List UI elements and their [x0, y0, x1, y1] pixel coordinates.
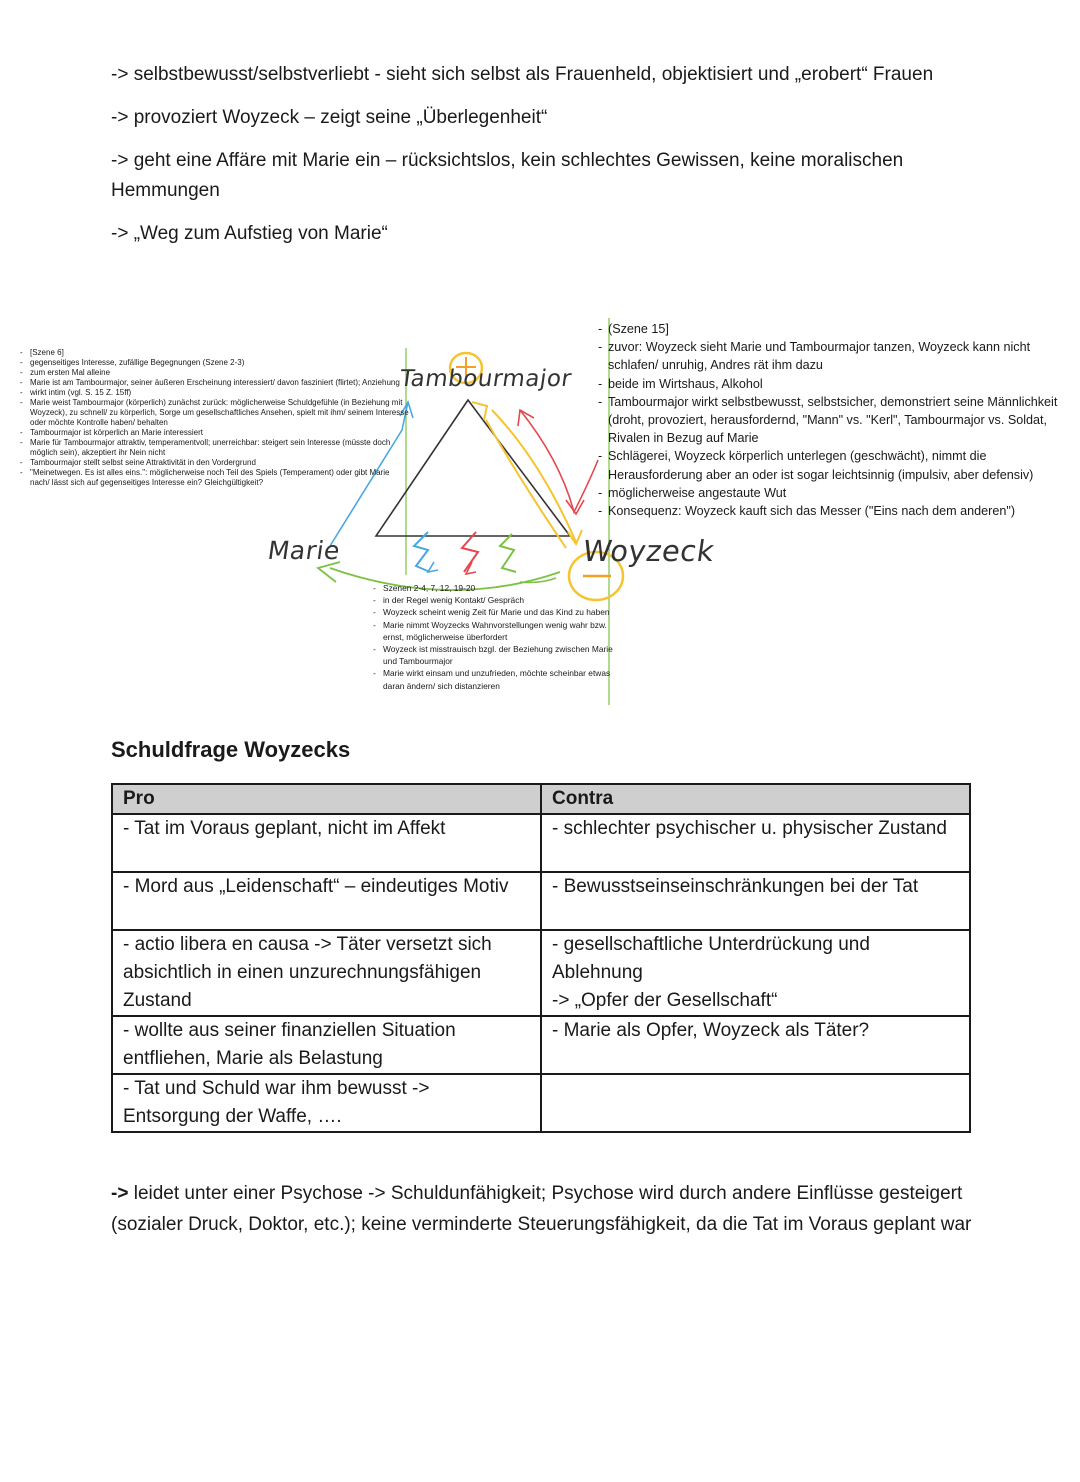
table-header-row: [112, 784, 970, 814]
pro-cell: - wollte aus seiner finanziellen Situation entfliehen, Marie als Belastung: [112, 1016, 541, 1074]
conclusion-body: leidet unter einer Psychose -> Schuldunfähigkeit; Psychose wird durch andere Einflüsse gesteigert (sozialer Druck, Doktor, etc.); keine verminderte Steuerungsfähigkeit, da die Tat im Voraus geplant war: [111, 1183, 972, 1235]
list-item: - Marie nimmt Woyzecks Wahnvorstellungen wenig wahr bzw. ernst, möglicherweise überfordert: [373, 619, 613, 643]
list-item: - wirkt intim (vgl. S. 15 Z. 15ff): [20, 388, 410, 398]
list-item: - gegenseitiges Interesse, zufällige Begegnungen (Szene 2-3): [20, 358, 410, 368]
notes-marie-tambourmajor: [20, 348, 410, 488]
relationship-diagram: [0, 310, 1080, 715]
pro-cell: - Mord aus „Leidenschaft“ – eindeutiges Motiv: [112, 872, 541, 930]
list-item: - "Meinetwegen. Es ist alles eins.": möglicherweise noch Teil des Spiels (Temperament) oder gibt Marie nach/ lässt sich auf gegenseitiges Interesse ein? Gleichgültigkeit?: [20, 468, 410, 488]
notes-marie-woyzeck: [373, 582, 613, 692]
list-item: - Tambourmajor wirkt selbstbewusst, selbstsicher, demonstriert seine Männlichkeit (droht, provoziert, herausfordernd, "Mann" vs. "Kerl", Tambourmajor vs. Soldat, Rivalen in Bezug auf Marie: [598, 393, 1068, 448]
contra-cell: - schlechter psychischer u. physischer Zustand: [541, 814, 970, 872]
table-row: [112, 872, 970, 930]
list-item: - möglicherweise angestaute Wut: [598, 484, 1068, 502]
list-item: - zuvor: Woyzeck sieht Marie und Tambourmajor tanzen, Woyzeck kann nicht schlafen/ unruhig, Andres rät ihm dazu: [598, 338, 1068, 374]
yellow-arrow-tambourmajor-woyzeck: [486, 420, 566, 548]
header-contra: Contra: [541, 784, 970, 814]
table-row: [112, 814, 970, 872]
contra-cell: [541, 1074, 970, 1132]
list-item: - Tambourmajor ist körperlich an Marie interessiert: [20, 428, 410, 438]
list-item: - Marie ist am Tambourmajor, seiner äußeren Erscheinung interessiert/ davon fasziniert (flirtet); Anziehung: [20, 378, 410, 388]
list-item: - [Szene 6]: [20, 348, 410, 358]
list-item: - Marie für Tambourmajor attraktiv, temperamentvoll; unerreichbar: steigert sein Interesse (müsste doch möglich sein), akzeptiert ihr Nein nicht: [20, 438, 410, 458]
section-title: Schuldfrage Woyzecks: [111, 737, 351, 762]
pro-cell: - Tat im Voraus geplant, nicht im Affekt: [112, 814, 541, 872]
list-item: - Woyzeck scheint wenig Zeit für Marie und das Kind zu haben: [373, 606, 613, 618]
intro-line-3: -> geht eine Affäre mit Marie ein – rücksichtslos, kein schlechtes Gewissen, keine moralischen Hemmungen: [111, 150, 904, 201]
intro-line-2: -> provoziert Woyzeck – zeigt seine „Überlegenheit“: [111, 107, 548, 128]
contra-cell: - Marie als Opfer, Woyzeck als Täter?: [541, 1016, 970, 1074]
table-row: [112, 930, 970, 1016]
list-item: - beide im Wirtshaus, Alkohol: [598, 375, 1068, 393]
label-woyzeck: Woyzeck: [580, 534, 717, 568]
table-row: [112, 1074, 970, 1132]
list-item: - Woyzeck ist misstrauisch bzgl. der Beziehung zwischen Marie und Tambourmajor: [373, 643, 613, 667]
label-marie: Marie: [265, 536, 343, 565]
list-item: - Marie wirkt einsam und unzufrieden, möchte scheinbar etwas daran ändern/ sich distanzieren: [373, 667, 613, 691]
list-item: - Marie weist Tambourmajor (körperlich) zunächst zurück: möglicherweise Schuldgefühle (in Beziehung mit Woyzeck), zu schnell/ zu körperlich, Sorge um gesellschaftliches Ansehen, spielt mit ihm/ seinem Interesse oder möchte Kontrolle haben/ behalten: [20, 398, 410, 428]
blue-lightning-icon: [414, 532, 430, 572]
notes-tambourmajor-woyzeck: [598, 320, 1068, 520]
list-item: - in der Regel wenig Kontakt/ Gespräch: [373, 594, 613, 606]
label-tambourmajor: Tambourmajor: [398, 366, 574, 392]
list-item: - Konsequenz: Woyzeck kauft sich das Messer ("Eins nach dem anderen"): [598, 502, 1068, 520]
intro-line-4: -> „Weg zum Aufstieg von Marie“: [111, 223, 388, 244]
intro-notes: [111, 60, 991, 262]
list-item: - Schlägerei, Woyzeck körperlich unterlegen (geschwächt), nimmt die Herausforderung aber an oder ist sogar leichtsinnig (impulsiv, aber defensiv): [598, 447, 1068, 483]
list-item: - (Szene 15]: [598, 320, 1068, 338]
header-pro: Pro: [112, 784, 541, 814]
contra-cell: - gesellschaftliche Unterdrückung und Ablehnung -> „Opfer der Gesellschaft“: [541, 930, 970, 1016]
conclusion-text: [111, 1178, 981, 1240]
intro-line-1: -> selbstbewusst/selbstverliebt - sieht sich selbst als Frauenheld, objektisiert und „erobert“ Frauen: [111, 64, 934, 85]
list-item: - zum ersten Mal alleine: [20, 368, 410, 378]
green-lightning-icon: [500, 534, 516, 572]
pro-contra-table: [111, 783, 971, 1133]
contra-cell: - Bewusstseinseinschränkungen bei der Tat: [541, 872, 970, 930]
pro-cell: - actio libera en causa -> Täter versetzt sich absichtlich in einen unzurechnungsfähigen Zustand: [112, 930, 541, 1016]
list-item: - Tambourmajor stellt selbst seine Attraktivität in den Vordergrund: [20, 458, 410, 468]
pro-cell: - Tat und Schuld war ihm bewusst -> Entsorgung der Waffe, ….: [112, 1074, 541, 1132]
conclusion-arrow: ->: [111, 1183, 129, 1204]
list-item: - Szenen 2-4, 7, 12, 19-20: [373, 582, 613, 594]
table-row: [112, 1016, 970, 1074]
